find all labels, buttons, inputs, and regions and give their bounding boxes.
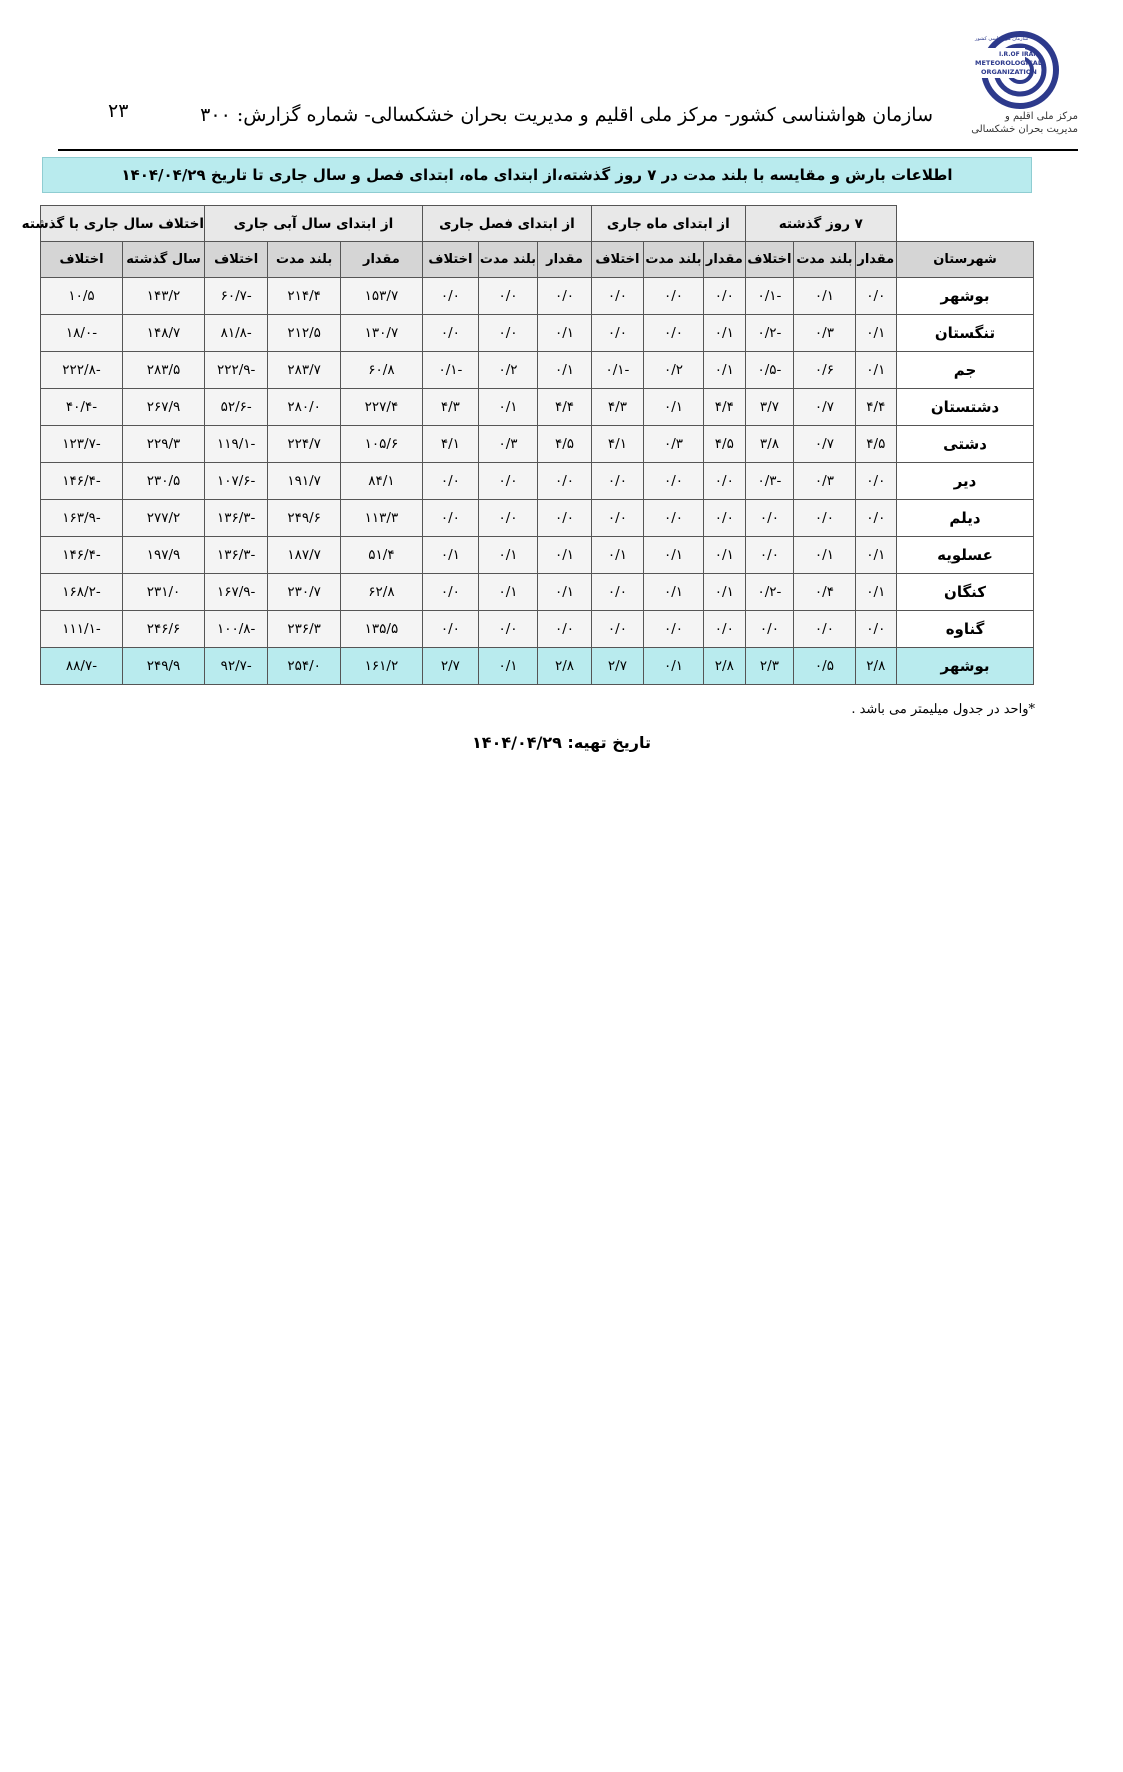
week-value-cell: ۰/۱ xyxy=(794,278,855,315)
year-compare-value-cell: -۲۲۲/۸ xyxy=(41,352,123,389)
week-value-cell: ۰/۱ xyxy=(855,352,897,389)
week-value-cell: -۰/۵ xyxy=(745,352,794,389)
col-year-diff: اختلاف xyxy=(205,242,268,278)
table-row xyxy=(41,463,1034,500)
year-value-cell: ۱۳۰/۷ xyxy=(340,315,422,352)
season-value-cell: ۰/۰ xyxy=(478,463,537,500)
season-value-cell: ۰/۱ xyxy=(478,537,537,574)
week-value-cell: ۳/۷ xyxy=(745,389,794,426)
month-value-cell: ۰/۱ xyxy=(643,537,703,574)
season-value-cell: ۰/۲ xyxy=(478,352,537,389)
header-blank-cell xyxy=(897,206,1034,242)
week-value-cell: -۰/۳ xyxy=(745,463,794,500)
month-value-cell: ۰/۲ xyxy=(643,352,703,389)
year-value-cell: ۱۳۵/۵ xyxy=(340,611,422,648)
unit-footnote: *واحد در جدول میلیمتر می باشد . xyxy=(851,702,1035,717)
month-value-cell: ۰/۱ xyxy=(643,389,703,426)
week-value-cell: ۰/۱ xyxy=(855,574,897,611)
year-value-cell: ۶۲/۸ xyxy=(340,574,422,611)
season-value-cell: ۰/۱ xyxy=(478,574,537,611)
year-value-cell: ۲۸۳/۷ xyxy=(268,352,341,389)
season-value-cell: ۰/۱ xyxy=(478,648,537,685)
season-value-cell: ۴/۴ xyxy=(538,389,592,426)
month-value-cell: ۴/۴ xyxy=(704,389,746,426)
sub-header-row xyxy=(41,242,1034,278)
month-value-cell: ۰/۰ xyxy=(643,463,703,500)
year-value-cell: -۶۰/۷ xyxy=(205,278,268,315)
season-value-cell: ۰/۰ xyxy=(538,278,592,315)
year-compare-value-cell: ۲۷۷/۲ xyxy=(123,500,205,537)
year-value-cell: ۲۳۶/۳ xyxy=(268,611,341,648)
year-compare-value-cell: ۲۳۰/۵ xyxy=(123,463,205,500)
season-value-cell: ۴/۵ xyxy=(538,426,592,463)
logo-org-line1: I.R.OF IRAN xyxy=(999,51,1039,58)
year-compare-value-cell: ۱۰/۵ xyxy=(41,278,123,315)
week-value-cell: ۰/۴ xyxy=(794,574,855,611)
month-value-cell: ۴/۱ xyxy=(592,426,644,463)
col-week-amount: مقدار xyxy=(855,242,897,278)
year-value-cell: ۲۵۴/۰ xyxy=(268,648,341,685)
month-value-cell: ۲/۸ xyxy=(704,648,746,685)
logo-org-line2: METEOROLOGICAL xyxy=(975,59,1042,67)
table-row xyxy=(41,426,1034,463)
season-value-cell: ۲/۷ xyxy=(422,648,478,685)
week-value-cell: ۰/۰ xyxy=(855,500,897,537)
year-compare-value-cell: ۲۶۷/۹ xyxy=(123,389,205,426)
group-week: ۷ روز گذشته xyxy=(745,206,896,242)
year-compare-value-cell: ۲۴۶/۶ xyxy=(123,611,205,648)
year-value-cell: ۱۶۱/۲ xyxy=(340,648,422,685)
year-value-cell: -۱۰۰/۸ xyxy=(205,611,268,648)
logo-caption xyxy=(948,110,1078,136)
season-value-cell: ۰/۰ xyxy=(422,500,478,537)
week-value-cell: ۳/۸ xyxy=(745,426,794,463)
season-value-cell: -۰/۱ xyxy=(422,352,478,389)
city-name-cell: بوشهر xyxy=(897,648,1034,685)
logo-top-text: سازمان هواشناسی کشور xyxy=(975,36,1029,42)
month-value-cell: ۰/۰ xyxy=(643,500,703,537)
season-value-cell: ۰/۰ xyxy=(478,500,537,537)
header-divider xyxy=(58,149,1078,151)
table-row xyxy=(41,315,1034,352)
year-compare-value-cell: ۱۴۸/۷ xyxy=(123,315,205,352)
year-value-cell: ۲۲۷/۴ xyxy=(340,389,422,426)
year-compare-value-cell: -۱۶۸/۲ xyxy=(41,574,123,611)
season-value-cell: ۰/۳ xyxy=(478,426,537,463)
week-value-cell: ۰/۰ xyxy=(855,463,897,500)
table-row xyxy=(41,500,1034,537)
week-value-cell: ۰/۱ xyxy=(794,537,855,574)
col-city: شهرستان xyxy=(897,242,1034,278)
year-compare-value-cell: ۲۴۹/۹ xyxy=(123,648,205,685)
page-number: ۲۳ xyxy=(108,100,129,122)
season-value-cell: ۰/۱ xyxy=(422,537,478,574)
season-value-cell: ۴/۳ xyxy=(422,389,478,426)
month-value-cell: ۴/۳ xyxy=(592,389,644,426)
city-name-cell: عسلویه xyxy=(897,537,1034,574)
month-value-cell: ۰/۱ xyxy=(592,537,644,574)
month-value-cell: -۰/۱ xyxy=(592,352,644,389)
year-compare-value-cell: -۱۴۶/۴ xyxy=(41,463,123,500)
year-compare-value-cell: -۱۶۳/۹ xyxy=(41,500,123,537)
col-year-amount: مقدار xyxy=(340,242,422,278)
city-name-cell: بوشهر xyxy=(897,278,1034,315)
logo-caption-line1: مرکز ملی اقلیم و xyxy=(1004,111,1078,122)
year-value-cell: ۱۱۳/۳ xyxy=(340,500,422,537)
month-value-cell: ۰/۰ xyxy=(592,574,644,611)
month-value-cell: ۴/۵ xyxy=(704,426,746,463)
season-value-cell: ۰/۰ xyxy=(538,611,592,648)
week-value-cell: ۰/۳ xyxy=(794,315,855,352)
year-compare-value-cell: ۱۴۳/۲ xyxy=(123,278,205,315)
year-compare-value-cell: -۱۴۶/۴ xyxy=(41,537,123,574)
week-value-cell: ۰/۰ xyxy=(794,500,855,537)
table-row xyxy=(41,574,1034,611)
week-value-cell: ۰/۰ xyxy=(794,611,855,648)
year-value-cell: -۱۱۹/۱ xyxy=(205,426,268,463)
season-value-cell: ۰/۰ xyxy=(478,611,537,648)
group-season: از ابتدای فصل جاری xyxy=(422,206,591,242)
season-value-cell: ۲/۸ xyxy=(538,648,592,685)
group-year-diff: اختلاف سال جاری با گذشته xyxy=(41,206,205,242)
season-value-cell: ۰/۰ xyxy=(422,611,478,648)
week-value-cell: ۲/۸ xyxy=(855,648,897,685)
month-value-cell: ۰/۱ xyxy=(704,574,746,611)
year-compare-value-cell: -۱۲۳/۷ xyxy=(41,426,123,463)
preparation-date: تاریخ تهیه: ۱۴۰۴/۰۴/۲۹ xyxy=(472,733,651,752)
year-value-cell: -۵۲/۶ xyxy=(205,389,268,426)
month-value-cell: ۰/۱ xyxy=(643,648,703,685)
col-last-year: سال گذشته xyxy=(123,242,205,278)
report-header-title: سازمان هواشناسی کشور- مرکز ملی اقلیم و مدیریت بحران خشکسالی- شماره گزارش: ۳۰۰ xyxy=(200,104,933,126)
month-value-cell: ۰/۰ xyxy=(704,500,746,537)
city-name-cell: دیلم xyxy=(897,500,1034,537)
year-value-cell: ۶۰/۸ xyxy=(340,352,422,389)
year-value-cell: ۲۲۴/۷ xyxy=(268,426,341,463)
month-value-cell: ۰/۰ xyxy=(592,611,644,648)
year-compare-value-cell: -۱۱۱/۱ xyxy=(41,611,123,648)
season-value-cell: ۰/۰ xyxy=(478,315,537,352)
year-value-cell: ۱۹۱/۷ xyxy=(268,463,341,500)
month-value-cell: ۰/۰ xyxy=(704,463,746,500)
week-value-cell: ۴/۵ xyxy=(855,426,897,463)
week-value-cell: ۰/۰ xyxy=(855,611,897,648)
month-value-cell: ۰/۱ xyxy=(643,574,703,611)
table-row xyxy=(41,352,1034,389)
year-value-cell: -۹۲/۷ xyxy=(205,648,268,685)
col-month-diff: اختلاف xyxy=(592,242,644,278)
season-value-cell: ۰/۱ xyxy=(538,537,592,574)
city-name-cell: دشتی xyxy=(897,426,1034,463)
year-value-cell: ۱۵۳/۷ xyxy=(340,278,422,315)
table-title: اطلاعات بارش و مقایسه با بلند مدت در ۷ روز گذشته،از ابتدای ماه، ابتدای فصل و سال جاری تا تاریخ ۱۴۰۴/۰۴/۲۹ xyxy=(42,157,1032,193)
year-value-cell: ۸۴/۱ xyxy=(340,463,422,500)
season-value-cell: ۰/۱ xyxy=(538,315,592,352)
table-row xyxy=(41,278,1034,315)
table-row xyxy=(41,389,1034,426)
col-week-longterm: بلند مدت xyxy=(794,242,855,278)
week-value-cell: ۰/۵ xyxy=(794,648,855,685)
meteorology-logo-icon xyxy=(965,30,1065,110)
group-water-year: از ابتدای سال آبی جاری xyxy=(205,206,423,242)
year-compare-value-cell: ۲۸۳/۵ xyxy=(123,352,205,389)
week-value-cell: ۰/۰ xyxy=(855,278,897,315)
year-value-cell: ۲۳۰/۷ xyxy=(268,574,341,611)
logo-caption-line2: مدیریت بحران خشکسالی xyxy=(971,124,1078,135)
year-compare-value-cell: ۱۹۷/۹ xyxy=(123,537,205,574)
year-value-cell: -۱۰۷/۶ xyxy=(205,463,268,500)
year-value-cell: -۲۲۲/۹ xyxy=(205,352,268,389)
season-value-cell: ۰/۰ xyxy=(422,315,478,352)
year-compare-value-cell: ۲۳۱/۰ xyxy=(123,574,205,611)
year-value-cell: -۱۶۷/۹ xyxy=(205,574,268,611)
year-value-cell: ۲۱۲/۵ xyxy=(268,315,341,352)
season-value-cell: ۰/۰ xyxy=(422,278,478,315)
col-last-year-diff: اختلاف xyxy=(41,242,123,278)
city-name-cell: دشتستان xyxy=(897,389,1034,426)
city-name-cell: کنگان xyxy=(897,574,1034,611)
week-value-cell: ۰/۱ xyxy=(855,315,897,352)
col-season-amount: مقدار xyxy=(538,242,592,278)
precipitation-table xyxy=(21,205,1034,685)
table-body xyxy=(41,278,1034,685)
month-value-cell: ۰/۰ xyxy=(704,278,746,315)
month-value-cell: ۰/۱ xyxy=(704,352,746,389)
season-value-cell: ۰/۱ xyxy=(538,352,592,389)
month-value-cell: ۰/۰ xyxy=(643,315,703,352)
table-row-total xyxy=(41,648,1034,685)
col-month-amount: مقدار xyxy=(704,242,746,278)
season-value-cell: ۰/۱ xyxy=(538,574,592,611)
col-month-longterm: بلند مدت xyxy=(643,242,703,278)
year-value-cell: -۱۳۶/۳ xyxy=(205,537,268,574)
year-compare-value-cell: -۴۰/۴ xyxy=(41,389,123,426)
week-value-cell: ۰/۶ xyxy=(794,352,855,389)
season-value-cell: ۰/۰ xyxy=(538,463,592,500)
season-value-cell: ۰/۰ xyxy=(538,500,592,537)
year-compare-value-cell: -۸۸/۷ xyxy=(41,648,123,685)
week-value-cell: ۰/۰ xyxy=(745,537,794,574)
month-value-cell: ۲/۷ xyxy=(592,648,644,685)
col-season-longterm: بلند مدت xyxy=(478,242,537,278)
city-name-cell: جم xyxy=(897,352,1034,389)
year-value-cell: ۵۱/۴ xyxy=(340,537,422,574)
year-compare-value-cell: -۱۸/۰ xyxy=(41,315,123,352)
week-value-cell: ۰/۷ xyxy=(794,426,855,463)
city-name-cell: دیر xyxy=(897,463,1034,500)
week-value-cell: ۰/۰ xyxy=(745,500,794,537)
group-month: از ابتدای ماه جاری xyxy=(592,206,746,242)
group-header-row xyxy=(41,206,1034,242)
table-row xyxy=(41,611,1034,648)
month-value-cell: ۰/۰ xyxy=(592,315,644,352)
city-name-cell: گناوه xyxy=(897,611,1034,648)
week-value-cell: ۰/۱ xyxy=(855,537,897,574)
month-value-cell: ۰/۰ xyxy=(643,611,703,648)
month-value-cell: ۰/۳ xyxy=(643,426,703,463)
table-row xyxy=(41,537,1034,574)
month-value-cell: ۰/۰ xyxy=(592,463,644,500)
week-value-cell: ۲/۳ xyxy=(745,648,794,685)
week-value-cell: -۰/۲ xyxy=(745,315,794,352)
season-value-cell: ۴/۱ xyxy=(422,426,478,463)
month-value-cell: ۰/۱ xyxy=(704,537,746,574)
season-value-cell: ۰/۰ xyxy=(422,574,478,611)
year-value-cell: ۱۸۷/۷ xyxy=(268,537,341,574)
week-value-cell: ۴/۴ xyxy=(855,389,897,426)
week-value-cell: ۰/۰ xyxy=(745,611,794,648)
season-value-cell: ۰/۰ xyxy=(422,463,478,500)
year-value-cell: ۲۴۹/۶ xyxy=(268,500,341,537)
year-compare-value-cell: ۲۲۹/۳ xyxy=(123,426,205,463)
week-value-cell: ۰/۷ xyxy=(794,389,855,426)
week-value-cell: -۰/۲ xyxy=(745,574,794,611)
month-value-cell: ۰/۰ xyxy=(643,278,703,315)
week-value-cell: ۰/۳ xyxy=(794,463,855,500)
month-value-cell: ۰/۰ xyxy=(592,278,644,315)
year-value-cell: -۱۳۶/۳ xyxy=(205,500,268,537)
year-value-cell: ۲۸۰/۰ xyxy=(268,389,341,426)
week-value-cell: -۰/۱ xyxy=(745,278,794,315)
year-value-cell: ۲۱۴/۴ xyxy=(268,278,341,315)
season-value-cell: ۰/۰ xyxy=(478,278,537,315)
year-value-cell: ۱۰۵/۶ xyxy=(340,426,422,463)
col-week-diff: اختلاف xyxy=(745,242,794,278)
col-season-diff: اختلاف xyxy=(422,242,478,278)
city-name-cell: تنگستان xyxy=(897,315,1034,352)
season-value-cell: ۰/۱ xyxy=(478,389,537,426)
month-value-cell: ۰/۰ xyxy=(704,611,746,648)
month-value-cell: ۰/۱ xyxy=(704,315,746,352)
col-year-longterm: بلند مدت xyxy=(268,242,341,278)
logo-org-line3: ORGANIZATION xyxy=(981,68,1037,76)
month-value-cell: ۰/۰ xyxy=(592,500,644,537)
year-value-cell: -۸۱/۸ xyxy=(205,315,268,352)
